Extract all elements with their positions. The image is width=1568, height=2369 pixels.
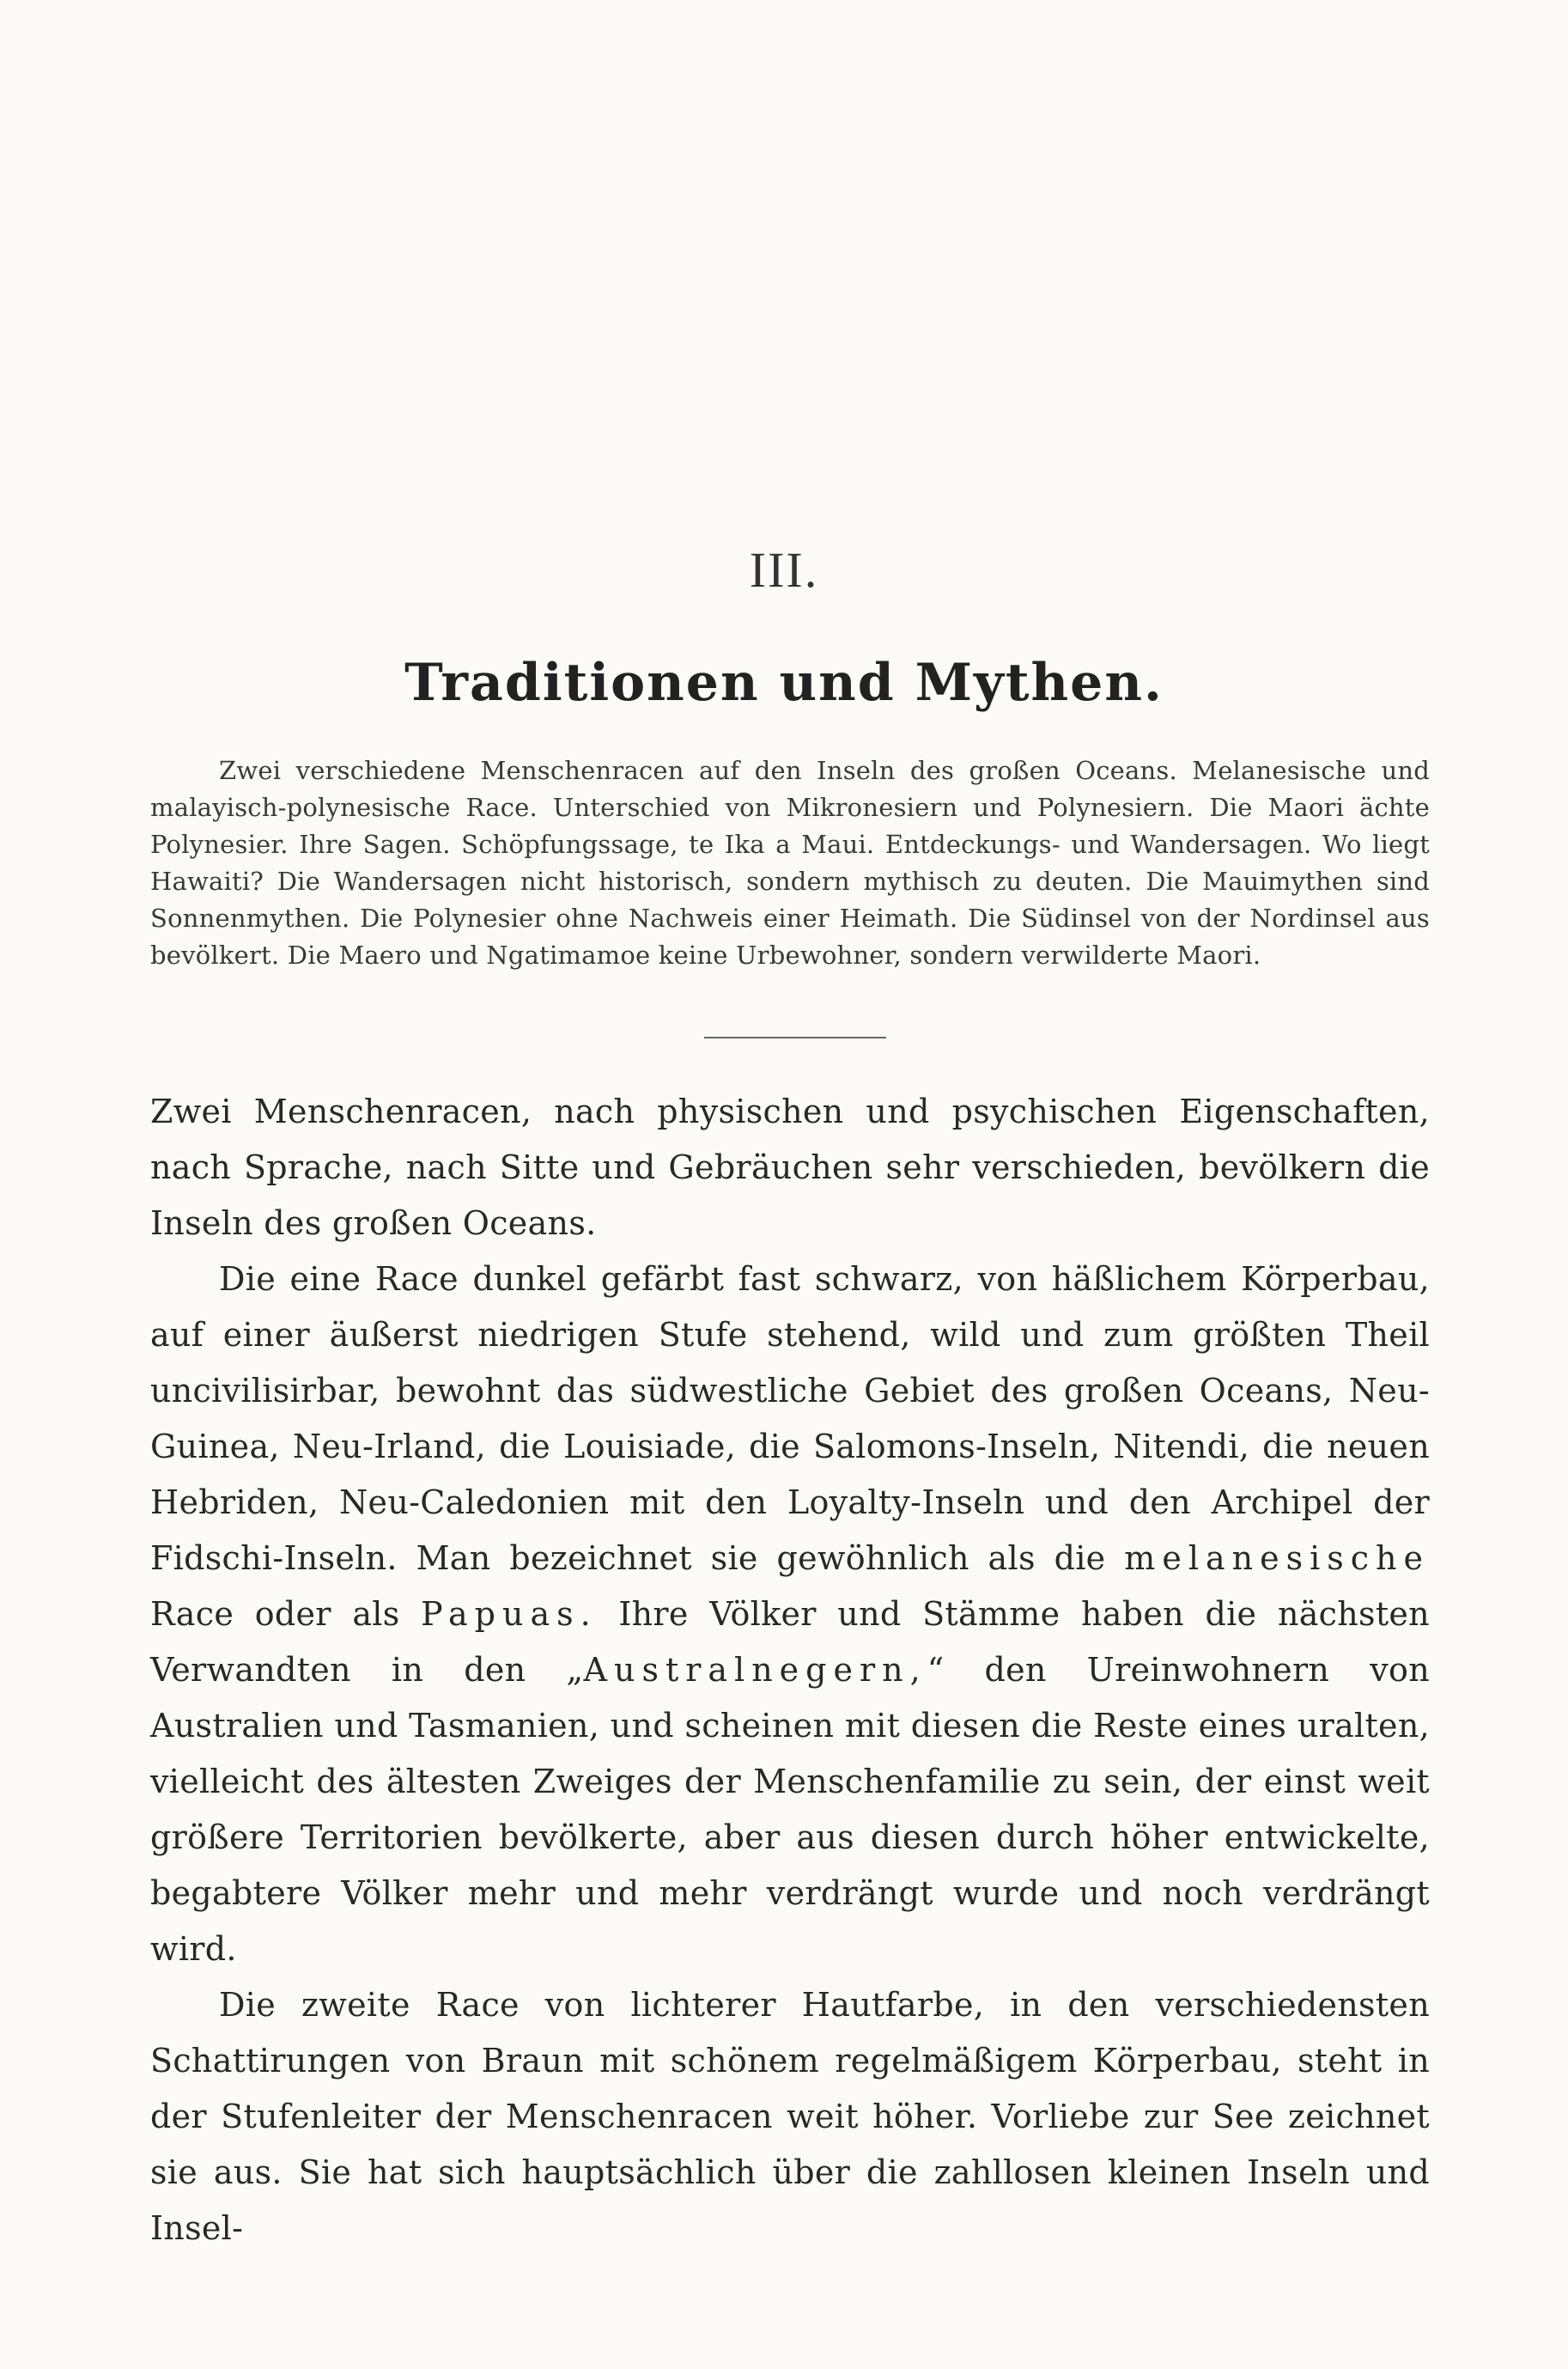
summary-sentence: Die Südinsel von der Nordinsel aus bevölkert. [150,904,1430,970]
summary-sentence: Entdeckungs- und Wandersagen. [884,830,1312,859]
paragraph-1: Zwei Menschenracen, nach physischen und psychischen Eigenschaften, nach Sprache, nach Sitte und Gebräuchen sehr verschieden, bevölkern die Inseln des großen Oceans. [150,1093,1430,1242]
summary-sentence: Wo liegt Hawaiti? [150,830,1431,896]
emphasized-term-australnegern: Australnegern, [583,1651,927,1689]
chapter-title: Traditionen und Mythen. [404,653,1164,713]
section-divider [704,1037,886,1038]
summary-sentence: Die Mauimythen sind Sonnenmythen. [150,867,1431,933]
summary-sentence: Unterschied von Mikronesiern und Polynesiern. [552,793,1194,822]
paragraph-2-text: Ihre Völker und Stämme haben die nächsten Verwandten in den „ [150,1595,1430,1689]
summary-sentence: Die Maori ächte Polynesier. [150,793,1430,859]
body-text [150,1084,1430,2256]
paragraph-2-text: Die eine Race dunkel gefärbt fast schwarz, von häßlichem Körperbau, auf einer äußerst niedrigen Stufe stehend, wild und zum größten Theil uncivilisirbar, bewohnt das südwestliche Gebiet des großen Oceans, Neu-Guinea, Neu-Irland, die Louisiade, die Salomons-Inseln, Nitendi, die neuen Hebriden, Neu-Caledonien mit den Loyalty-Inseln und den Archipel der Fidschi-Inseln. Man bezeichnet sie gewöhnlich als die [150,1260,1430,1577]
emphasized-term-papuas: Papuas. [421,1595,598,1633]
paragraph-2-text: Race oder als [150,1595,400,1633]
summary-sentence: Melanesische und malayisch-polynesische Race. [150,756,1431,822]
paragraph-2-text: “ den Ureinwohnern von Australien und Tasmanien, und scheinen mit diesen die Reste eines uralten, vielleicht des ältesten Zweiges der Menschenfamilie zu sein, der einst weit größere Territorien bevölkerte, aber aus diesen durch höher entwickelte, begabtere Völker mehr und mehr verdrängt wurde und noch verdrängt wird. [150,1651,1431,1968]
summary-sentence: Die Maero und Ngatimamoe keine Urbewohner, sondern verwilderte Maori. [287,941,1261,970]
summary-sentence: Schöpfungssage, te Ika a Maui. [461,830,875,859]
emphasized-term-melanesian: melanesische [1124,1539,1430,1577]
chapter-summary [150,752,1430,974]
paragraph-2 [150,1251,1430,1977]
chapter-number: III. [749,542,819,598]
summary-sentence: Die Wandersagen nicht historisch, sondern mythisch zu deuten. [277,867,1133,896]
summary-sentence: Ihre Sagen. [299,830,451,859]
summary-sentence: Die Polynesier ohne Nachweis einer Heimath. [360,904,958,933]
paragraph-3: Die zweite Race von lichterer Hautfarbe, in den verschiedensten Schattirungen von Braun mit schönem regelmäßigem Körperbau, steht in der Stufenleiter der Menschenracen weit höher. Vorliebe zur See zeichnet sie aus. Sie hat sich hauptsächlich über die zahllosen kleinen Inseln und Insel- [150,1986,1430,2247]
summary-sentence: Zwei verschiedene Menschenracen auf den Inseln des großen Oceans. [219,756,1177,785]
